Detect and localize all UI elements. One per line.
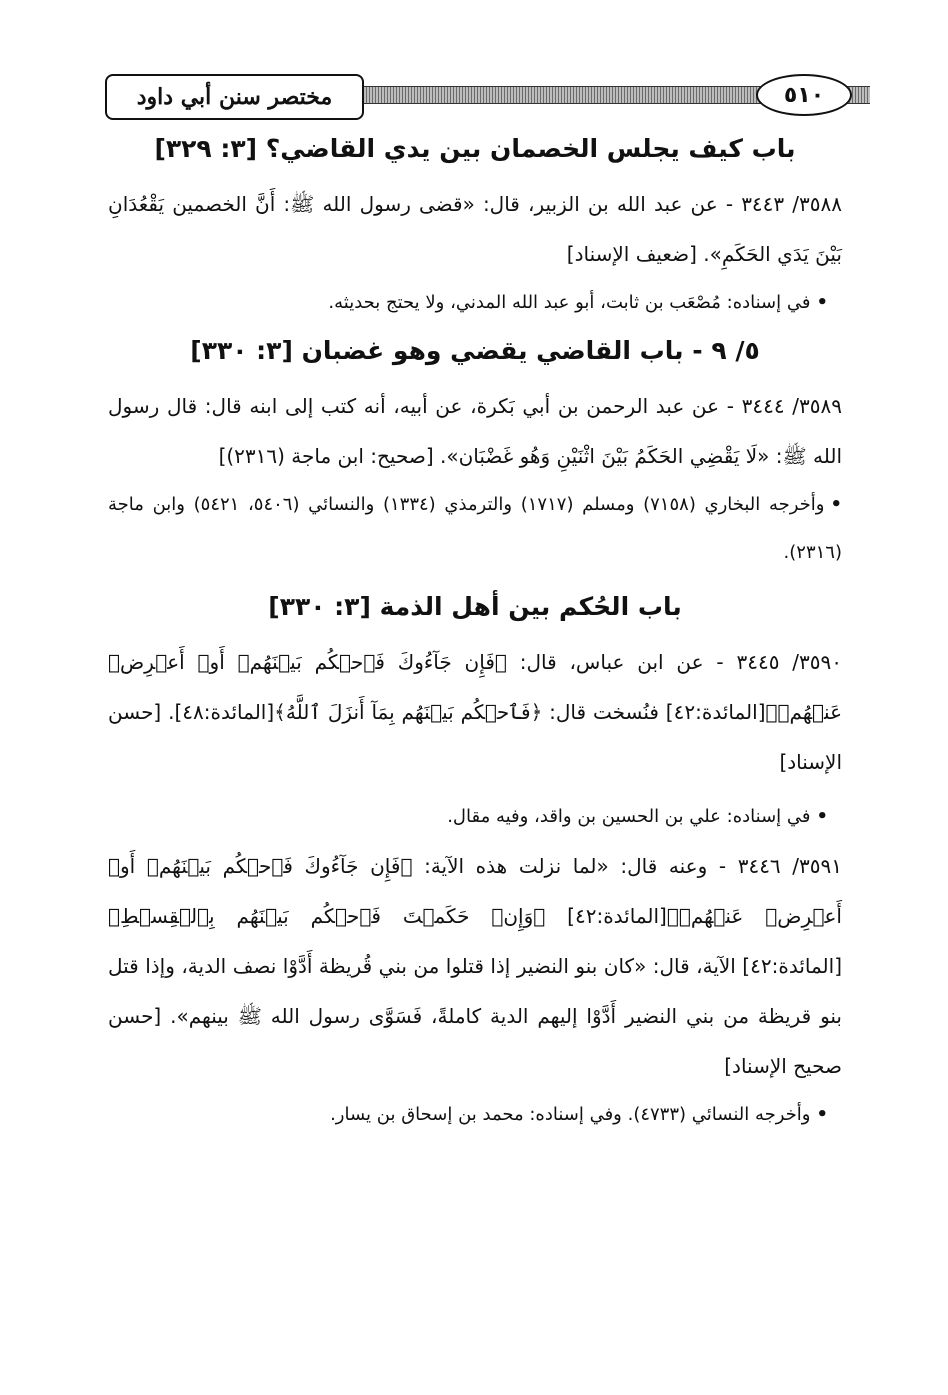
bullet-icon: • — [816, 292, 828, 313]
book-title: مختصر سنن أبي داود — [105, 74, 364, 120]
commentary-note — [108, 481, 842, 577]
hadith-text: ٣٥٩١/ ٣٤٤٦ - وعنه قال: «لما نزلت هذه الآية: ﴿فَإِن جَآءُوكَ فَٱحۡكُم بَيۡنَهُمۡ أَوۡ أَعۡرِضۡ عَنۡهُمۡ﴾[المائدة:٤٢] ﴿وَإِنۡ حَكَمۡتَ فَٱحۡكُم بَيۡنَهُم بِٱلۡقِسۡطِ﴾[المائدة:٤٢] الآية، قال: «كان بنو النضير إذا قتلوا من بني قُريظة أَدَّوْا نصف الدية، وإذا قتل بنو قريظة من بني النضير أَدَّوْا إليهم الدية كاملةً، فَسَوَّى رسول الله ﷺ بينهم». [حسن صحيح الإسناد] — [108, 854, 842, 1078]
commentary-note — [108, 1091, 842, 1139]
note-text: في إسناده: مُصْعَب بن ثابت، أبو عبد الله المدني، ولا يحتج بحديثه. — [328, 292, 811, 313]
hadith-text: ٣٥٨٨/ ٣٤٤٣ - عن عبد الله بن الزبير، قال: «قضى رسول الله ﷺ: أَنَّ الخصمين يَقْعُدَانِ بَيْنَ يَدَي الحَكَمِ». [ضعيف الإسناد] — [108, 192, 842, 266]
bullet-icon: • — [816, 806, 828, 827]
commentary-note — [108, 793, 842, 841]
note-text: وأخرجه البخاري (٧١٥٨) ومسلم (١٧١٧) والترمذي (١٣٣٤) والنسائي (٥٤٠٦، ٥٤٢١) وابن ماجة (٢٣١٦). — [108, 494, 842, 563]
chapter-heading: باب الحُكم بين أهل الذمة [٣: ٣٣٠] — [268, 592, 682, 621]
note-text: في إسناده: علي بن الحسين بن واقد، وفيه مقال. — [447, 806, 811, 827]
running-header — [105, 72, 870, 122]
bullet-icon: • — [816, 1104, 828, 1125]
chapter-heading: باب كيف يجلس الخصمان بين يدي القاضي؟ [٣: ٣٢٩] — [154, 134, 796, 163]
page-body — [108, 125, 842, 1139]
chapter-heading: ٥/ ٩ - باب القاضي يقضي وهو غضبان [٣: ٣٣٠] — [190, 336, 760, 365]
hadith-text: ٣٥٨٩/ ٣٤٤٤ - عن عبد الرحمن بن أبي بَكرة، عن أبيه، أنه كتب إلى ابنه قال: قال رسول الله ﷺ: «لَا يَقْضِي الحَكَمُ بَيْنَ اثْنَيْنِ وَهُو غَضْبَان». [صحيح: ابن ماجة (٢٣١٦)] — [108, 394, 842, 468]
commentary-note — [108, 279, 842, 327]
note-text: وأخرجه النسائي (٤٧٣٣). وفي إسناده: محمد بن إسحاق بن يسار. — [330, 1104, 811, 1125]
hadith-text: ٣٥٩٠/ ٣٤٤٥ - عن ابن عباس، قال: ﴿فَإِن جَآءُوكَ فَٱحۡكُم بَيۡنَهُمۡ أَوۡ أَعۡرِضۡ عَنۡهُمۡ﴾[المائدة:٤٢] فنُسخت قال: ﴿فَٱحۡكُم بَيۡنَهُم بِمَآ أَنزَلَ ٱللَّهُ﴾[المائدة:٤٨]. [حسن الإسناد] — [108, 650, 843, 774]
bullet-icon: • — [830, 494, 842, 515]
page-number: ٥١٠ — [756, 74, 852, 116]
